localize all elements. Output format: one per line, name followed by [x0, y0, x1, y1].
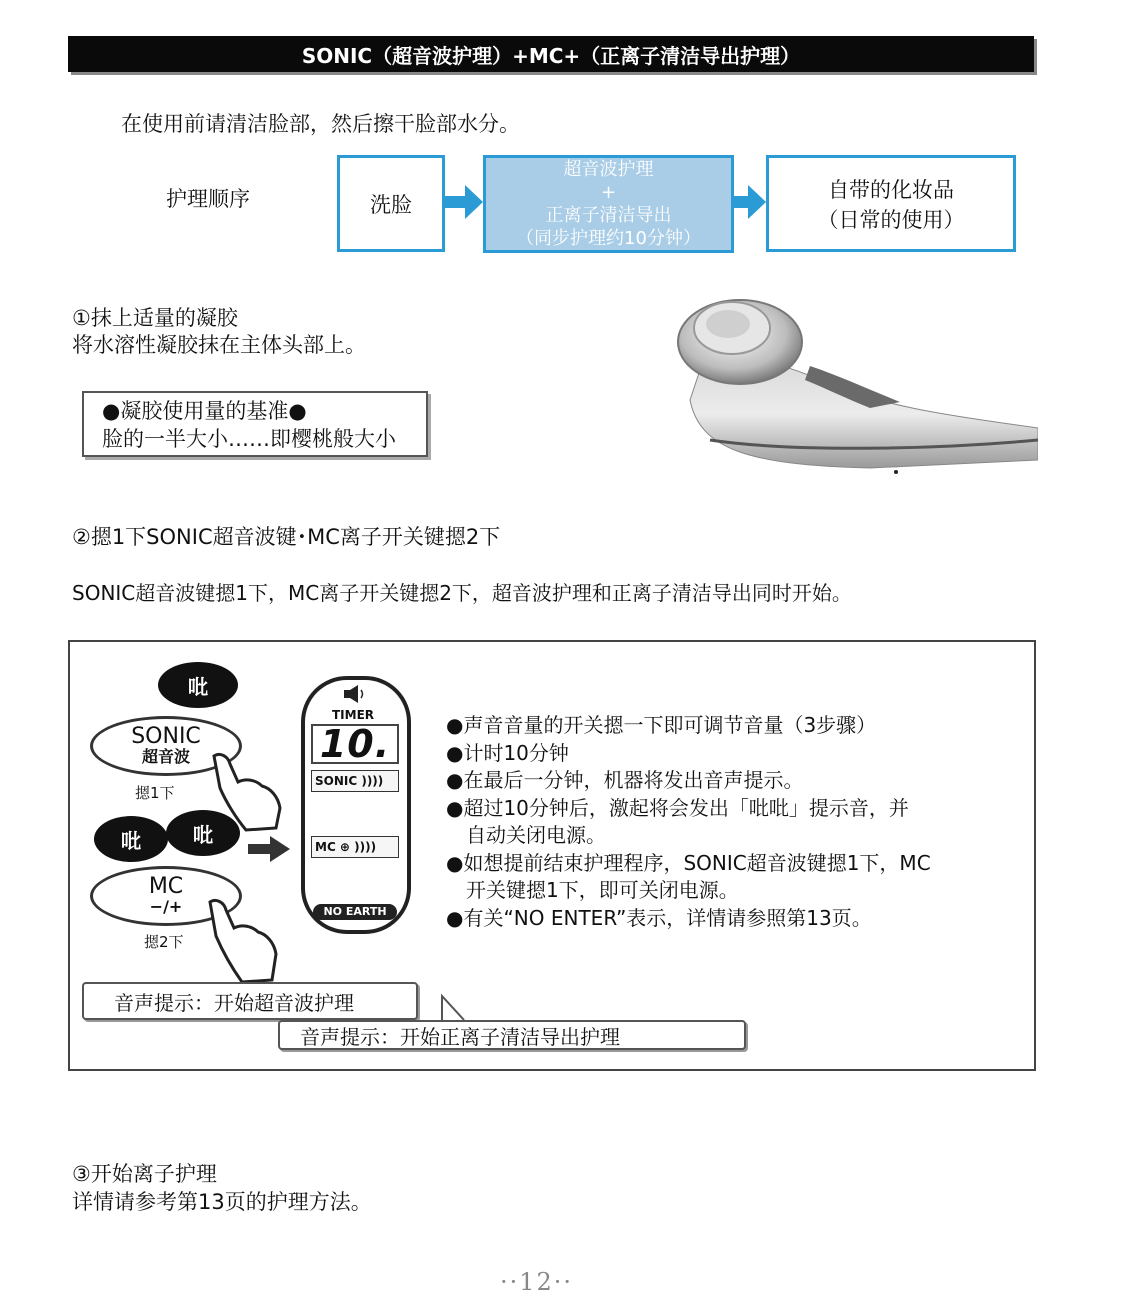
gel-amount-box: [82, 391, 428, 457]
timer-label: TIMER: [332, 708, 375, 722]
bullet-item: ●有关“NO ENTER”表示，详情请参照第13页。: [446, 905, 872, 930]
speaker-icon[interactable]: [342, 684, 370, 704]
bullet-item: ●在最后一分钟，机器将发出音声提示。: [446, 768, 804, 792]
beep-bubble-mc-2: [166, 810, 240, 856]
right-arrow-icon: [248, 836, 290, 862]
step3-title: ③开始离子护理: [72, 1162, 217, 1186]
flow-step-care-line3: 正离子清洁导出: [545, 205, 672, 226]
instruction-bullets: [446, 712, 931, 932]
bullet-item: ●如想提前结束护理程序，SONIC超音波键摁1下，MC: [446, 850, 931, 875]
beep-bubble-sonic: [158, 662, 238, 708]
callout-pointer-icon: [438, 994, 468, 1022]
timer-readout: 10.: [311, 724, 399, 764]
flow-step-wash-label: 洗脸: [370, 192, 412, 217]
flow-label: 护理顺序: [166, 187, 250, 211]
mc-button-label: MC: [148, 874, 184, 899]
sonic-button-label: SONIC: [131, 724, 201, 749]
mc-button-sublabel: −/+: [149, 897, 183, 916]
gel-amount-heading: ●凝胶使用量的基准●: [102, 399, 307, 423]
callout-mc: [278, 1020, 746, 1050]
step3-text: 详情请参考第13页的护理方法。: [72, 1190, 372, 1214]
flow-arrow-icon: [445, 185, 483, 221]
page-title: SONIC（超音波护理）+MC+（正离子清洁导出护理）: [68, 36, 1034, 72]
flow-step-cosmetics-line1: 自带的化妆品: [828, 177, 954, 202]
no-earth-indicator: NO EARTH: [313, 904, 397, 920]
mc-indicator: MC ⊕ )))): [311, 836, 399, 858]
beep-bubble-mc-1: [94, 816, 168, 862]
sonic-press-count: 摁1下: [135, 784, 175, 802]
step2-title: ②摁1下SONIC超音波键･MC离子开关键摁2下: [72, 525, 501, 549]
sonic-indicator: SONIC )))): [311, 770, 399, 792]
callout-sonic: [82, 982, 418, 1020]
device-head-image: [670, 290, 1038, 490]
callout-sonic-text: 音声提示：开始超音波护理: [114, 990, 354, 1015]
intro-text: 在使用前请清洁脸部，然后擦干脸部水分。: [121, 112, 520, 136]
bullet-item: ●声音音量的开关摁一下即可调节音量（3步骤）: [446, 713, 877, 737]
bullet-item: ●计时10分钟: [446, 740, 569, 765]
sonic-button-sublabel: 超音波: [141, 747, 190, 766]
flow-step-care: [483, 155, 734, 253]
flow-step-care-line1: 超音波护理: [563, 159, 654, 180]
flow-step-wash: [337, 155, 445, 252]
step2-text: SONIC超音波键摁1下，MC离子开关键摁2下，超音波护理和正离子清洁导出同时开始。: [72, 581, 852, 605]
flow-step-cosmetics: [766, 155, 1016, 252]
finger-press-icon: [202, 898, 280, 984]
step1-title: ①抹上适量的凝胶: [72, 306, 238, 330]
bullet-item: 自动关闭电源。: [446, 823, 606, 847]
flow-step-care-line4: （同步护理约10分钟）: [516, 228, 701, 249]
page-number: ··12··: [500, 1268, 574, 1296]
mc-press-count: 摁2下: [144, 933, 184, 951]
bullet-item: ●超过10分钟后，激起将会发出「吡吡」提示音，并: [446, 795, 909, 820]
flow-step-cosmetics-line2: （日常的使用）: [817, 207, 965, 232]
beep-bubble-mc-2-text: 吡: [193, 822, 213, 847]
bullet-item: 开关键摁1下，即可关闭电源。: [446, 878, 739, 902]
callout-mc-text: 音声提示：开始正离子清洁导出护理: [300, 1024, 620, 1049]
step1-text: 将水溶性凝胶抹在主体头部上。: [72, 333, 366, 357]
beep-bubble-mc-1-text: 吡: [121, 828, 141, 853]
beep-bubble-sonic-text: 吡: [188, 674, 208, 699]
flow-step-care-line2: +: [600, 182, 617, 203]
gel-amount-text: 脸的一半大小……即樱桃般大小: [102, 427, 396, 451]
